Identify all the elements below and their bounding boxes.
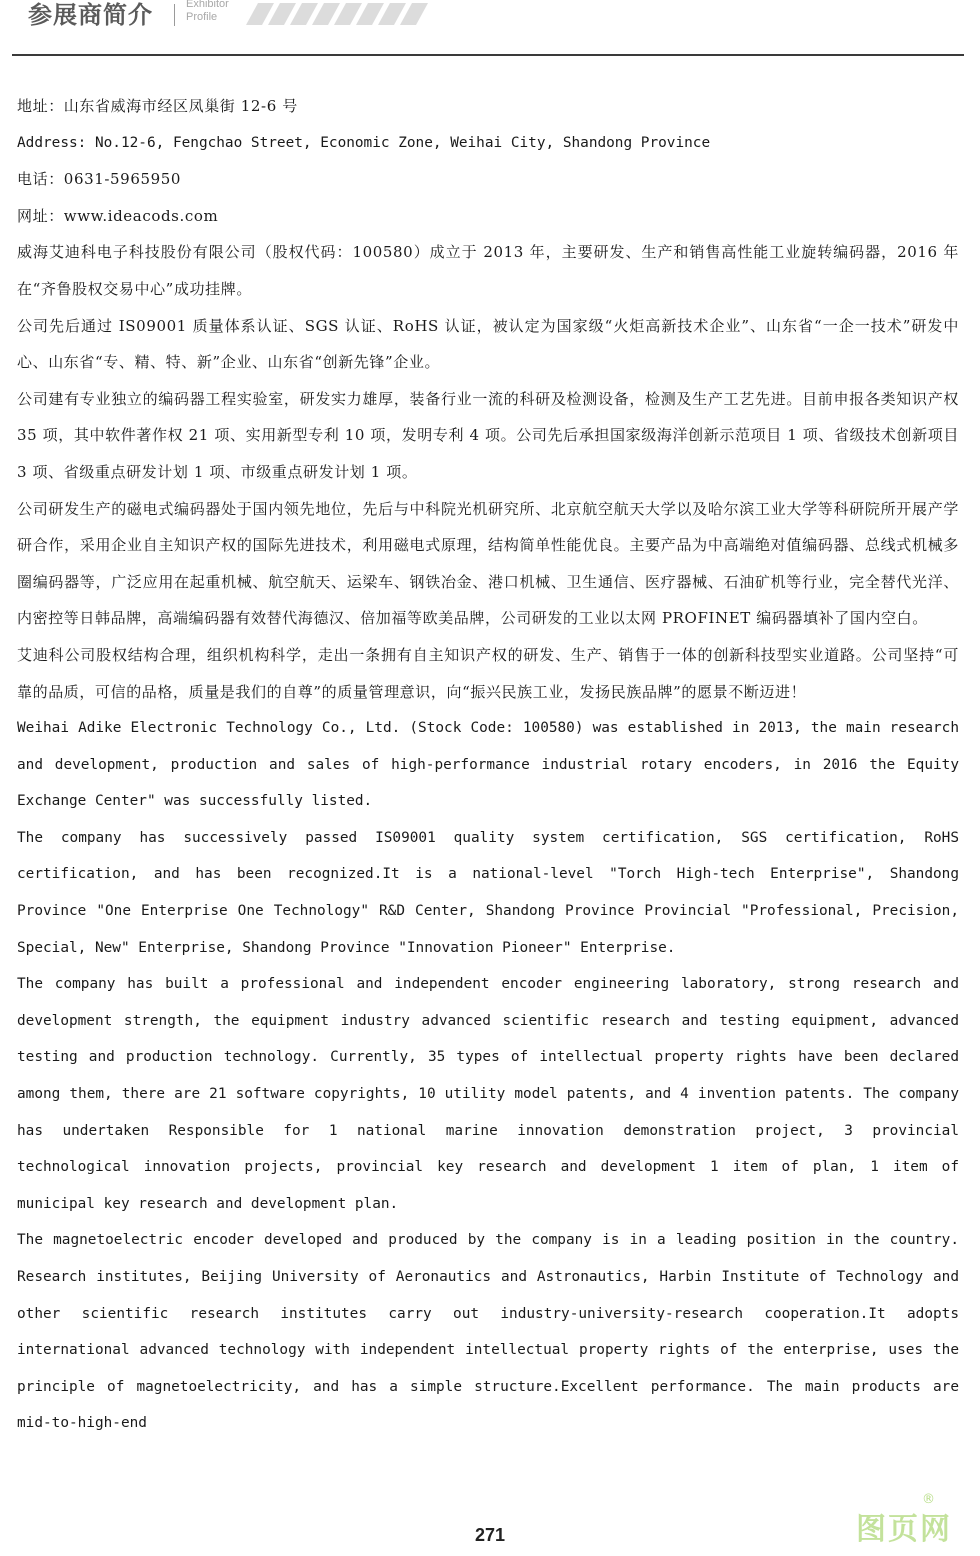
section-subtitle	[186, 0, 229, 24]
products-cn: 公司研发生产的磁电式编码器处于国内领先地位，先后与中科院光机研究所、北京航空航天大学以及哈尔滨工业大学等科研院所开展产学研合作，采用企业自主知识产权的国际先进技术，利用磁电式原理，结构简单性能优良。主要产品为中高端绝对值编码器、总线式机械多圈编码器等，广泛应用在起重机械、航空航天、运梁车、钢铁冶金、港口机械、卫生通信、医疗器械、石油矿机等行业，完全替代光洋、内密控等日韩品牌，高端编码器有效替代海德汉、倍加福等欧美品牌，公司研发的工业以太网 PROFINET 编码器填补了国内空白。	[17, 499, 959, 628]
title-divider	[174, 4, 175, 26]
intro-cn: 威海艾迪科电子科技股份有限公司（股权代码：100580）成立于 2013 年，主要研发、生产和销售高性能工业旋转编码器，2016 年在“齐鲁股权交易中心”成功挂牌。	[17, 243, 959, 298]
certifications-en: The company has successively passed IS09001 quality system certification, SGS certification, RoHS certification, and has been recognized.It is a national-level "Torch High-tech Enterprise", Shandong Province "One Enterprise One Technology" R&D Center, Shandong Province Provincial "Professional, Precision, Special, New" Enterprise, Shandong Province "Innovation Pioneer" Enterprise.	[17, 829, 959, 956]
watermark-text: 图页网	[856, 1512, 952, 1547]
website: 网址：www.ideacods.com	[17, 206, 219, 225]
site-watermark	[856, 1492, 966, 1547]
subtitle-line-1: Exhibitor	[186, 0, 229, 10]
section-title: 参展商简介	[28, 1, 153, 29]
certifications-cn: 公司先后通过 IS09001 质量体系认证、SGS 认证、RoHS 认证，被认定为国家级“火炬高新技术企业”、山东省“一企一技术”研发中心、山东省“专、精、特、新”企业、山东省“创新先锋”企业。	[17, 316, 959, 372]
registered-mark: ®	[922, 1492, 935, 1507]
rnd-en: The company has built a professional and independent encoder engineering laboratory, strong research and development strength, the equipment industry advanced scientific research and testing equipment, advanced testing and production technology. Currently, 35 types of intellectual property rights have been declared among them, there are 21 software copyrights, 10 utility model patents, and 4 invention patents. The company has undertaken Responsible for 1 national marine innovation demonstration project, 3 provincial technological innovation projects, provincial key research and development 1 item of plan, 1 item of municipal key research and development plan.	[17, 976, 959, 1212]
products-en: The magnetoelectric encoder developed and produced by the company is in a leading position in the country. Research institutes, Beijing University of Aeronautics and Astronautics, Harbin Institute of Technology and other scientific research institutes carry out industry-university-research cooperation.It adopts international advanced technology with independent intellectual property rights of the enterprise, uses the principle of magnetoelectricity, and has a simple structure.Excellent performance. The main products are mid-to-high-end	[17, 1232, 959, 1432]
header-rule	[12, 54, 964, 56]
phone: 电话：0631-5965950	[17, 170, 182, 189]
profile-body	[17, 88, 959, 1442]
rnd-cn: 公司建有专业独立的编码器工程实验室，研发实力雄厚，装备行业一流的科研及检测设备，检测及生产工艺先进。目前申报各类知识产权 35 项，其中软件著作权 21 项、实用新型专利 10 项，发明专利 4 项。公司先后承担国家级海洋创新示范项目 1 项、省级技术创新项目 3 项、省级重点研发计划 1 项、市级重点研发计划 1 项。	[17, 389, 959, 481]
address-cn: 地址：山东省威海市经区凤巢街 12-6 号	[17, 97, 298, 115]
philosophy-cn: 艾迪科公司股权结构合理，组织机构科学，走出一条拥有自主知识产权的研发、生产、销售于一体的创新科技型实业道路。公司坚持“可靠的品质，可信的品格，质量是我们的自尊”的质量管理意识，向“振兴民族工业，发扬民族品牌”的愿景不断迈进！	[17, 645, 959, 701]
page-number: 271	[474, 1525, 506, 1545]
address-en: Address: No.12-6, Fengchao Street, Economic Zone, Weihai City, Shandong Province	[17, 134, 711, 151]
page-header	[0, 0, 980, 56]
decorative-stripes	[236, 3, 436, 25]
subtitle-line-2: Profile	[186, 11, 218, 23]
intro-en: Weihai Adike Electronic Technology Co., Ltd. (Stock Code: 100580) was established in 2013, the main research and development, production and sales of high-performance industrial rotary encoders, in 2016 the Equity Exchange Center" was successfully listed.	[17, 720, 959, 810]
